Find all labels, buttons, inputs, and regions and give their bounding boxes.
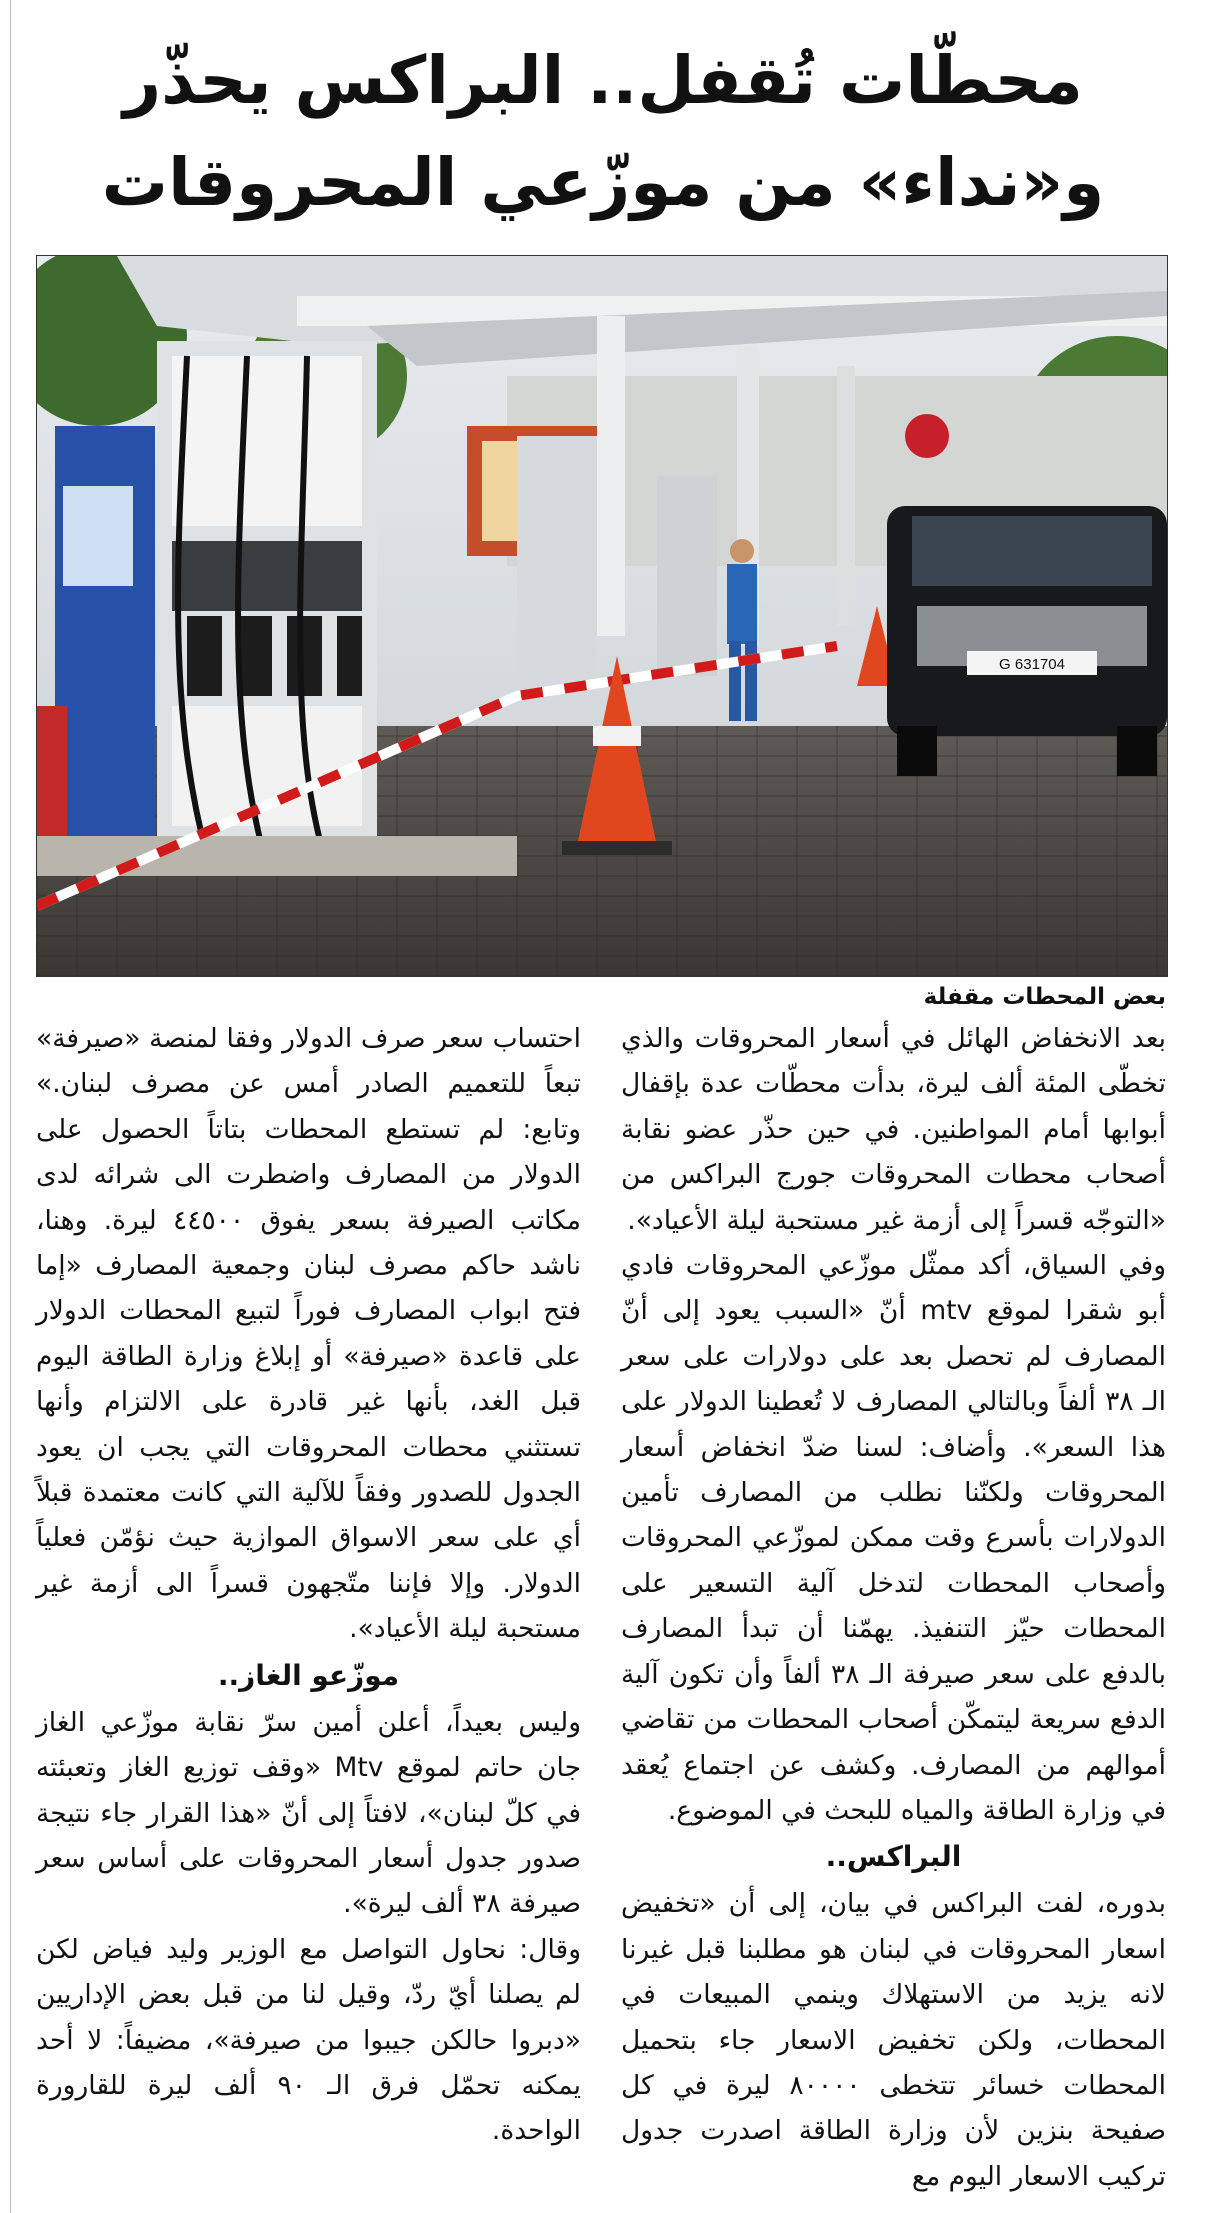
column-rule (10, 0, 11, 2213)
paragraph: بدوره، لفت البراكس في بيان، إلى أن «تخفيض اسعار المحروقات في لبنان هو مطلبنا قبل غيرنا لانه يزيد من الاستهلاك وينمي المبيعات في المحطات، ولكن تخفيض الاسعار جاء بتحميل المحطات خسائر تتخطى ٨٠٠٠٠ ليرة في كل صفيحة بنزين لأن وزارة الطاقة اصدرت جدول تركيب الاسعار اليوم مع (621, 1888, 1166, 2192)
photo-caption: بعض المحطات مقفلة (923, 984, 1166, 1010)
headline-line-2: و«نداء» من موزّعي المحروقات (101, 144, 1105, 221)
article-column-left (36, 1016, 581, 2154)
subheading-baraks: البراكس.. (825, 1840, 962, 1874)
subheading-gas-distributors: موزّعو الغاز.. (217, 1658, 400, 1692)
gas-station-illustration (37, 256, 1167, 976)
article-column-right (621, 1016, 1166, 2199)
paragraph: وقال: نحاول التواصل مع الوزير وليد فياض لكن لم يصلنا أيّ ردّ، وقيل لنا من قبل بعض الإداريين «دبروا حالكن جيبوا من صيرفة»، مضيفاً: لا أحد يمكنه تحمّل فرق الـ ٩٠ ألف ليرة للقارورة الواحدة. (36, 1933, 581, 2147)
paragraph: احتساب سعر صرف الدولار وفقا لمنصة «صيرفة» تبعاً للتعميم الصادر أمس عن مصرف لبنان.» وتابع: لم تستطع المحطات بتاتاً الحصول على الدولار من المصارف واضطرت الى شرائه لدى مكاتب الصيرفة بسعر يفوق ٤٤٥٠٠ ليرة. وهنا، ناشد حاكم مصرف لبنان وجمعية المصارف «إما فتح ابواب المصارف فوراً لتبيع المحطات الدولار على قاعدة «صيرفة» أو إبلاغ وزارة الطاقة اليوم قبل الغد، بأنها غير قادرة على الالتزام وأنها تستثني محطات المحروقات التي يجب ان يعود الجدول للصدور وفقاً للآلية التي كانت معتمدة قبلاً أي على سعر الاسواق الموازية حيث نؤمّن فعلياً الدولار. وإلا فإننا متّجهون قسراً الى أزمة غير مستحبة ليلة الأعياد». (36, 1023, 581, 1645)
paragraph: بعد الانخفاض الهائل في أسعار المحروقات والذي تخطّى المئة ألف ليرة، بدأت محطّات عدة بإقفال أبوابها أمام المواطنين. في حين حذّر عضو نقابة أصحاب محطات المحروقات جورج البراكس من «التوجّه قسراً إلى أزمة غير مستحبة ليلة الأعياد». (621, 1023, 1166, 1236)
license-plate: G 631704 (999, 656, 1065, 673)
paragraph: وفي السياق، أكد ممثّل موزّعي المحروقات فادي أبو شقرا لموقع mtv أنّ «السبب يعود إلى أنّ المصارف لم تحصل بعد على دولارات على سعر الـ ٣٨ ألفاً وبالتالي المصارف لا تُعطينا الدولار على هذا السعر». وأضاف: لسنا ضدّ انخفاض أسعار المحروقات ولكنّنا نطلب من المصارف تأمين الدولارات بأسرع وقت ممكن لموزّعي المحروقات وأصحاب المحطات لتدخل آلية التسعير على المحطات حيّز التنفيذ. يهمّنا أن تبدأ المصارف بالدفع على سعر صيرفة الـ ٣٨ ألفاً وأن تكون آلية الدفع سريعة ليتمكّن أصحاب المحطات من تقاضي أموالهم من المصارف. وكشف عن اجتماع يُعقد في وزارة الطاقة والمياه للبحث في الموضوع. (621, 1250, 1166, 1826)
gas-station-photo (36, 255, 1168, 977)
headline-line-1: محطّات تُقفل.. البراكس يحذّر (123, 42, 1083, 119)
paragraph: وليس بعيداً، أعلن أمين سرّ نقابة موزّعي الغاز جان حاتم لموقع Mtv «وقف توزيع الغاز وتعبئته في كلّ لبنان»، لافتاً إلى أنّ «هذا القرار جاء نتيجة صدور جدول أسعار المحروقات على أساس سعر صيرفة ٣٨ ألف ليرة». (36, 1706, 581, 1920)
